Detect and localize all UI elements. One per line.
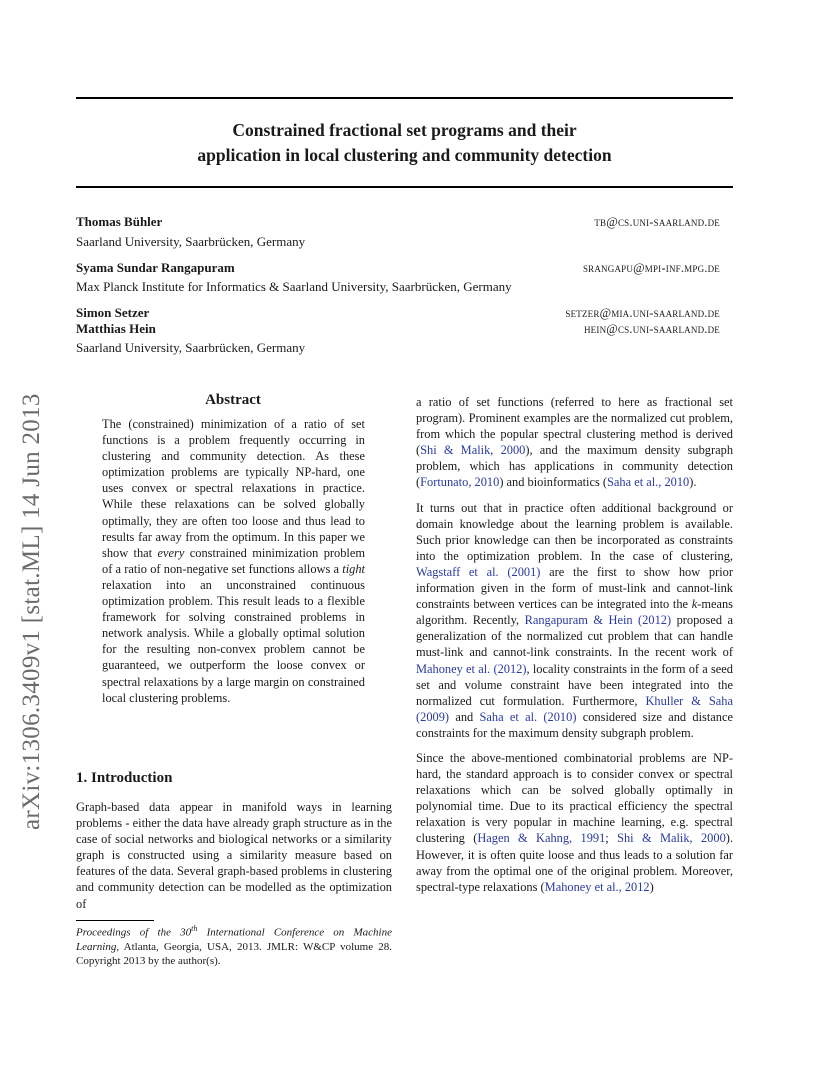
text: Since the above-mentioned combinatorial problems are NP-hard, the standard approach is to consider convex or spectral relaxations which can be solved globally optimally in polynomial time. Due to its practical efficiency the spectral relaxation is very popular in machine learning, e.g. spectral clustering ( (416, 750, 733, 846)
text: and (449, 709, 480, 724)
author-row (76, 214, 720, 230)
citation-link[interactable]: Mahoney et al., 2012 (544, 879, 650, 894)
title-line-2: application in local clustering and community detection (197, 145, 612, 165)
abstract-body (102, 416, 365, 706)
text: ), and the maximum density subgraph problem, which has applications in community detection ( (416, 443, 734, 490)
paragraph (416, 750, 733, 895)
affiliation: Saarland University, Saarbrücken, Germany (76, 234, 306, 249)
abstract-text: The (constrained) minimization of a ratio of set functions is a problem frequently occurring in clustering and community detection. As these optimization problems are typically NP-hard, one uses convex or spectral relaxations in practice. While these relaxations can be solved globally optimally, they are often too loose and thus lead to results far away from the optimum. In this paper we show that (102, 417, 365, 560)
citation-link[interactable]: Mahoney et al. (2012) (416, 661, 527, 676)
text: considered size and distance constraints for the maximum density subgraph problem. (416, 709, 733, 740)
citation-link[interactable]: Shi & Malik, 2000 (617, 831, 726, 846)
text: ) (649, 879, 654, 894)
text: , locality constraints in the form of a seed set and volume constraint have been integrated into the normalized cut formulation. Furthermore, (416, 661, 734, 708)
text: ; (605, 831, 618, 846)
abstract-emphasis: tight (342, 561, 365, 576)
math-symbol: k (691, 597, 698, 612)
text: -means algorithm. Recently, (416, 597, 733, 628)
section-heading: 1. Introduction (76, 770, 173, 786)
abstract-text: constrained minimization problem of a ratio of non-negative set functions allows a (102, 545, 366, 576)
arxiv-stamp: arXiv:1306.3409v1 [stat.ML] 14 Jun 2013 (18, 393, 45, 830)
author-row (76, 260, 720, 276)
text: ). However, it is often quite loose and thus leads to a solution far away from the optimal one of the original problem. Moreover, spectral-type relaxations ( (416, 831, 733, 894)
author-email[interactable]: hein@cs.uni-saarland.de (583, 322, 720, 336)
abstract-emphasis: every (157, 545, 185, 560)
author-name: Thomas Bühler (76, 214, 163, 229)
affiliation: Saarland University, Saarbrücken, Germany (76, 340, 306, 355)
text: proposed a generalization of the normalized cut problem that can handle must-link and cannot-link constraints. In the recent work of (416, 613, 734, 660)
citation-link[interactable]: Saha et al., 2010 (607, 475, 690, 490)
footnote-text: Proceedings of the 30 (76, 926, 192, 939)
citation-link[interactable]: Saha et al. (2010) (479, 709, 577, 724)
author-row (76, 321, 720, 337)
citation-link[interactable]: Hagen & Kahng, 1991 (477, 831, 606, 846)
intro-paragraph: Graph-based data appear in manifold ways in learning problems - either the data have already graph structure as in the case of social networks and biological networks or a similarity graph is constructed using a similarity measure based on features of the data. Several graph-based problems in clustering and community detection can be modelled as the optimization of (76, 800, 392, 911)
citation-link[interactable]: Rangapuram & Hein (2012) (524, 613, 672, 628)
title-top-rule (76, 97, 733, 99)
citation-link[interactable]: Fortunato, 2010 (420, 475, 500, 490)
text: a ratio of set functions (referred to here as fractional set program). Prominent examples are the normalized cut problem, from which the popular spectral clustering method is derived ( (416, 395, 733, 458)
citation-link[interactable]: Shi & Malik, 2000 (420, 443, 526, 458)
footnote-sup: th (191, 924, 198, 933)
title-bottom-rule (76, 186, 733, 188)
author-row (76, 305, 720, 321)
abstract-text: relaxation into an unconstrained continuous optimization problem. This result leads to a flexible framework for solving constrained problems in network analysis. While a globally optimal solution for the resulting non-convex problem cannot be guaranteed, we outperform the loose convex or spectral relaxations by a large margin on constrained local clustering problems. (102, 577, 365, 705)
footnote-text: , Atlanta, Georgia, USA, 2013. JMLR: W&CP volume 28. Copyright 2013 by the author(s). (76, 940, 392, 967)
footnote-text: International Conference on Machine Learning (76, 926, 392, 953)
abstract-heading: Abstract (205, 392, 261, 408)
author-name: Syama Sundar Rangapuram (76, 260, 235, 275)
affiliation: Max Planck Institute for Informatics & Saarland University, Saarbrücken, Germany (76, 279, 512, 294)
citation-link[interactable]: Wagstaff et al. (2001) (416, 564, 541, 579)
footnote-rule (76, 920, 154, 921)
paragraph (416, 500, 733, 741)
footnote (76, 922, 392, 968)
author-email[interactable]: srangapu@mpi-inf.mpg.de (582, 261, 720, 275)
right-column (416, 394, 733, 904)
paper-title (76, 118, 733, 168)
author-name: Matthias Hein (76, 321, 156, 336)
title-line-1: Constrained fractional set programs and their (232, 120, 577, 140)
author-name: Simon Setzer (76, 305, 150, 320)
author-email[interactable]: setzer@mia.uni-saarland.de (565, 306, 720, 320)
text: are the first to show how prior information given in the form of must-link and cannot-link constraints between vertices can be integrated into the (416, 564, 733, 612)
citation-link[interactable]: Khuller & Saha (2009) (416, 693, 733, 724)
text: ) and bioinformatics ( (499, 475, 608, 490)
text: ). (689, 475, 697, 490)
paragraph (416, 394, 733, 491)
author-email[interactable]: tb@cs.uni-saarland.de (594, 215, 720, 229)
text: It turns out that in practice often additional background or domain knowledge about the learning problem is available. Such prior knowledge can then be incorporated as constraints into the optimization problem. In the case of clustering, (416, 500, 733, 563)
